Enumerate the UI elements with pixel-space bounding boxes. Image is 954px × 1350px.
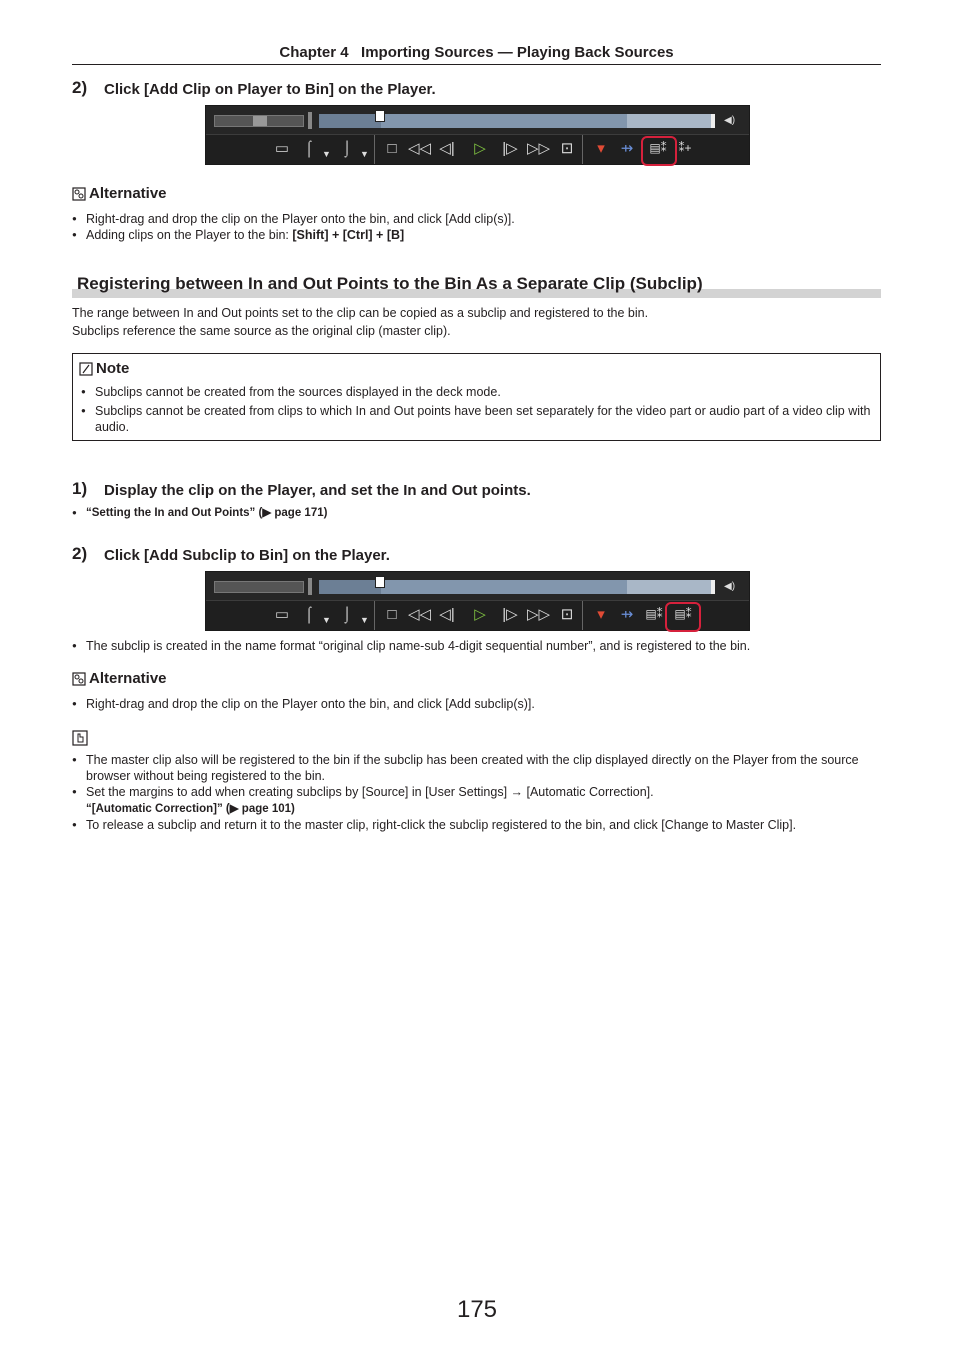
chevron-down-icon[interactable]: ▼ (322, 149, 331, 159)
divider (582, 135, 583, 164)
paragraph: The range between In and Out points set to the clip can be copied as a subclip and registered to the bin. (72, 306, 649, 320)
tips-list (72, 752, 872, 833)
play-icon[interactable]: ▷ (474, 606, 486, 623)
step-text: Display the clip on the Player, and set the In and Out points. (104, 482, 531, 499)
step-back-icon[interactable]: ◁| (439, 140, 455, 157)
fast-forward-icon[interactable]: ▷▷ (527, 140, 551, 157)
tip-icon (72, 730, 88, 746)
alternative-title: Alternative (89, 185, 167, 202)
note-title: Note (96, 360, 130, 377)
playhead-slider[interactable] (375, 576, 385, 588)
timeline-end-marker (711, 580, 715, 594)
in-point-icon[interactable]: ⌠ (304, 606, 314, 623)
reference-link[interactable] (86, 803, 295, 815)
step-forward-icon[interactable]: |▷ (502, 140, 518, 157)
alternative-list (72, 696, 872, 712)
list-item: ● To release a subclip and return it to the master clip, right-click the subclip registered to the bin, and click [Change to Master Clip]. (72, 817, 872, 833)
section-heading (72, 274, 881, 298)
play-icon[interactable]: ▷ (474, 140, 486, 157)
player-toolbar-2 (205, 571, 750, 631)
chevron-down-icon[interactable]: ▼ (360, 615, 369, 625)
add-to-timeline-icon[interactable]: ⇸ (620, 140, 634, 157)
note-box (72, 353, 881, 441)
step-text: Click [Add Clip on Player to Bin] on the Player. (104, 81, 436, 98)
out-point-icon[interactable]: ⌡ (342, 606, 352, 623)
player-toolbar-1 (205, 105, 750, 165)
step-number: 1) (72, 479, 88, 498)
cassette-icon[interactable]: ▭ (274, 140, 290, 157)
shortcut-keys: [Shift] + [Ctrl] + [B] (292, 228, 405, 242)
playhead-slider[interactable] (375, 110, 385, 122)
cassette-icon[interactable]: ▭ (274, 606, 290, 623)
audio-icon[interactable]: ◀) (724, 115, 736, 126)
step-back-icon[interactable]: ◁| (439, 606, 455, 623)
reference-page: page 101) (238, 803, 295, 815)
in-point-icon[interactable]: ⌠ (304, 140, 314, 157)
rewind-icon[interactable]: ◁◁ (408, 140, 432, 157)
reference-page: page 171) (271, 507, 328, 519)
player-timeline-bar (206, 572, 749, 600)
timeline-start-marker (308, 112, 312, 129)
add-subclip-icon[interactable]: ⁑+ (678, 141, 692, 155)
note-list (81, 384, 871, 435)
add-to-bin-icon[interactable]: ▤⁑ (649, 141, 667, 155)
reference-list (72, 505, 872, 521)
result-list (72, 638, 872, 654)
page-arrow-icon: ▶ (262, 507, 272, 519)
position-bar-played (319, 580, 381, 594)
stop-icon[interactable]: □ (387, 140, 397, 157)
step-text: Click [Add Subclip to Bin] on the Player. (104, 547, 390, 564)
note-heading (79, 360, 129, 377)
reference-text: “[Automatic Correction]” ( (86, 803, 230, 815)
note-icon (79, 362, 93, 376)
paragraph: Subclips reference the same source as the original clip (master clip). (72, 324, 451, 338)
list-item-text: Set the margins to add when creating subclips by [Source] in [User Settings] → [Automatic Correction]. (86, 785, 654, 799)
add-to-bin-icon[interactable]: ▤⁑ (645, 607, 663, 621)
list-item: ● Subclips cannot be created from clips to which In and Out points have been set separately for the video part or audio part of a video clip with audio. (81, 403, 871, 435)
page-number: 175 (456, 1296, 498, 1323)
add-subclip-icon[interactable]: ▤⁑ (674, 607, 692, 621)
step-number: 2) (72, 78, 88, 97)
list-item-text: Adding clips on the Player to the bin: (86, 228, 293, 242)
alternative-heading (72, 185, 167, 202)
stop-icon[interactable]: □ (387, 606, 397, 623)
add-to-timeline-icon[interactable]: ⇸ (620, 606, 634, 623)
list-item (72, 227, 872, 243)
timeline-end-marker (711, 114, 715, 128)
highlight-frame (641, 136, 677, 166)
list-item: ● Right-drag and drop the clip on the Player onto the bin, and click [Add clip(s)]. (72, 211, 872, 227)
highlight-frame (665, 602, 701, 632)
section-title: Registering between In and Out Points to the Bin As a Separate Clip (Subclip) (77, 274, 703, 293)
loop-icon[interactable]: ⊡ (560, 140, 574, 157)
reference-link[interactable] (72, 505, 872, 521)
divider (374, 135, 375, 164)
out-point-icon[interactable]: ⌡ (342, 140, 352, 157)
page-arrow-icon: ▶ (229, 803, 239, 815)
step-forward-icon[interactable]: |▷ (502, 606, 518, 623)
volume-slider[interactable] (214, 115, 304, 127)
alternative-icon (72, 672, 86, 686)
divider (374, 601, 375, 630)
section-intro (72, 304, 881, 340)
timeline-start-marker (308, 578, 312, 595)
fast-forward-icon[interactable]: ▷▷ (527, 606, 551, 623)
audio-icon[interactable]: ◀) (724, 581, 736, 592)
divider (582, 601, 583, 630)
alternative-title: Alternative (89, 670, 167, 687)
list-item: ● The subclip is created in the name format “original clip name-sub 4-digit sequential number”, and is registered to the bin. (72, 638, 872, 654)
chevron-down-icon[interactable]: ▼ (360, 149, 369, 159)
list-item (72, 784, 872, 817)
volume-slider[interactable] (214, 581, 304, 593)
position-bar-played (319, 114, 381, 128)
volume-knob[interactable] (253, 116, 267, 126)
alternative-heading (72, 670, 167, 687)
list-item: ● The master clip also will be registered to the bin if the subclip has been created with the clip displayed directly on the Player from the source browser without being registered to the bin. (72, 752, 872, 784)
alternative-list (72, 211, 872, 243)
list-item: ● Right-drag and drop the clip on the Player onto the bin, and click [Add subclip(s)]. (72, 696, 872, 712)
player-timeline-bar (206, 106, 749, 134)
step-number: 2) (72, 544, 88, 563)
chapter-title: Chapter 4 Importing Sources — Playing Back Sources (279, 44, 674, 61)
loop-icon[interactable]: ⊡ (560, 606, 574, 623)
list-item: ● Subclips cannot be created from the sources displayed in the deck mode. (81, 384, 871, 400)
alternative-icon (72, 187, 86, 201)
chapter-header (72, 44, 881, 65)
set-marker-icon[interactable]: ▾ (597, 140, 605, 157)
reference-text: “Setting the In and Out Points” ( (86, 507, 263, 519)
rewind-icon[interactable]: ◁◁ (408, 606, 432, 623)
chevron-down-icon[interactable]: ▼ (322, 615, 331, 625)
set-marker-icon[interactable]: ▾ (597, 606, 605, 623)
